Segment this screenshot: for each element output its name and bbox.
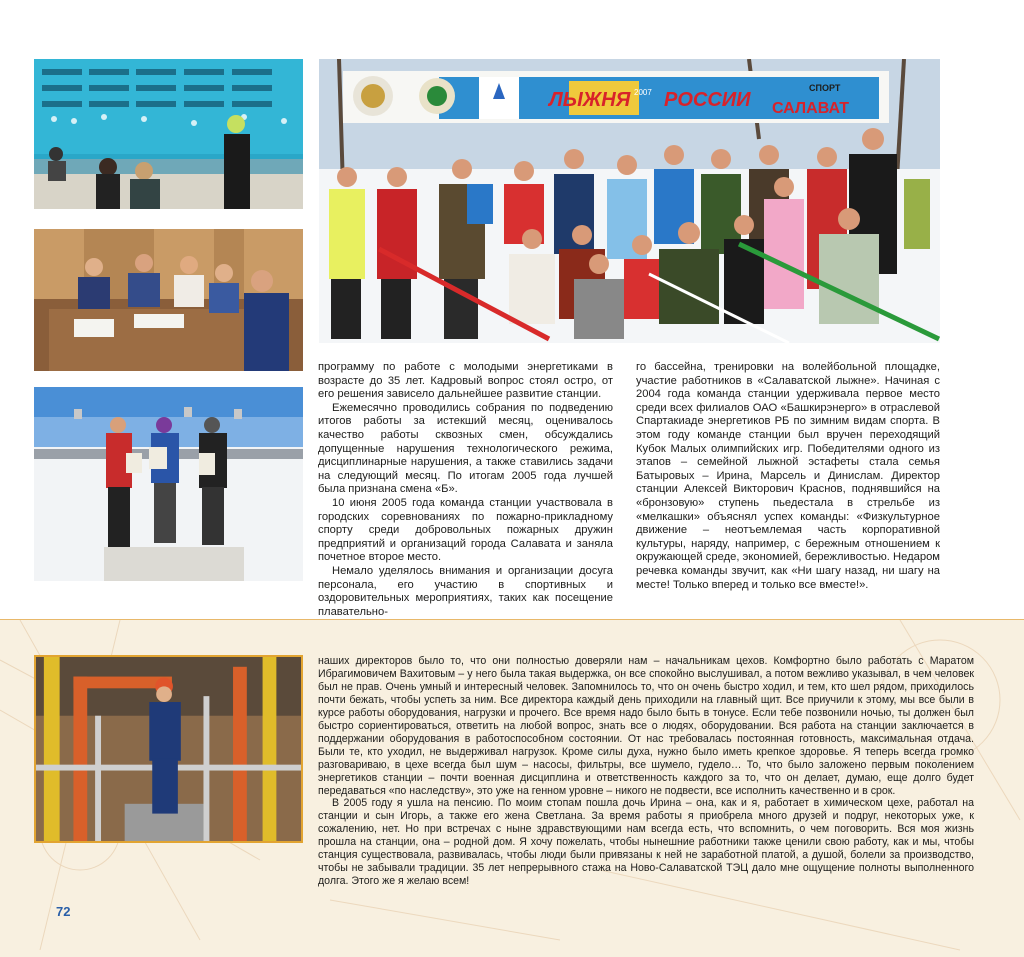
banner-year: 2007 xyxy=(634,88,652,97)
paragraph: Ежемесячно проводились собрания по подведению итогов работы за истекший месяц, оценивалось качество работы сквозных смен, обсуждались допущенные нарушения технологического режима, дисциплинарные нарушения, а также ставились задачи на следующий месяц. По итогам 2005 года лучшей была признана смена «Б». xyxy=(318,401,613,496)
worker-photo xyxy=(34,655,303,843)
banner-city: САЛАВАТ xyxy=(772,100,849,117)
paragraph: наших директоров было то, что они полностью доверяли нам – начальникам цехов. Комфортно было работать с Маратом Ибрагимовичем Вахитовым – у него была такая выдержка, он все спокойно выслушивал, а потом вежливо указывал, в чем человек был не прав. Очень умный и интересный человек. Запомнилось то, что он очень быстро ходил, и тем, кто шел рядом, приходилось почти бежать, чтобы успеть за ним. Все директора каждый день приходили на главный щит. Все приучили к этому, мы все были в курсе работы оборудования, нагрузки и прочего. Все время надо было быть в тонусе. Если тебе позвонили ночью, ты должен был быстро сориентироваться, ответить на любой вопрос, знать все о людях, оборудовании. Вся работа на станции заключается в поддержании оборудования в работоспособном состоянии. От нас требовалась постоянная готовность, максимальная отдача. Были те, кто уходил, не выдерживал нагрузок. Кроме силы духа, нужно было иметь крепкое здоровье. Я теперь всегда громко разговариваю, в цехе всегда был шум – насосы, фильтры, все шумело, гудело… То, что было заложено первым поколением энергетиков станции – почти военная дисциплина и ответственность каждого за то, что он делает, думаю, еще долго будет передаваться «по наследству», это уже на генном уровне – никого не подвести, все исполнить качественно и в срок. xyxy=(318,655,974,797)
bottom-text-block xyxy=(318,655,974,888)
paragraph: Немало уделялось внимания и организации досуга персонала, его участию в спортивных и оздоровительных мероприятиях, таких как посещение плавательно- xyxy=(318,564,613,618)
banner-title-1: ЛЫЖНЯ xyxy=(549,89,631,111)
text-column-2 xyxy=(636,361,940,592)
ski-team-photo xyxy=(319,59,940,343)
banner-title-2: РОССИИ xyxy=(664,89,751,111)
paragraph: 10 июня 2005 года команда станции участвовала в городских соревнованиях по пожарно-прикладному спорту среди добровольных пожарных дружин предприятий и организаций города Салавата и заняла почетное второе место. xyxy=(318,496,613,564)
paragraph: программу по работе с молодыми энергетиками в возрасте до 35 лет. Кадровый вопрос стоял остро, от его решения зависело дальнейшее развитие станции. xyxy=(318,361,613,401)
text-column-1 xyxy=(318,361,613,619)
paragraph: го бассейна, тренировки на волейбольной площадке, участие работников в «Салаватской лыжне». Начиная с 2004 года команда станции удерживала первое место среди всех филиалов ОАО «Башкирэнерго» в отраслевой Спартакиаде энергетиков РБ по зимним видам спорта. В этом году команде станции был вручен переходящий Кубок Малых олимпийских игр. Победителями одного из этапов – семейной лыжной эстафеты стала семья Батыровых – Ирина, Марсель и Динислам. Директор станции Алексей Викторович Краснов, поднявшийся на «бронзовую» ступень пьедестала в стрельбе из «мелкашки» объяснял успех команды: «Физкультурное движение – неотъемлемая часть корпоративной культуры, наряду, например, с бережным отношением к окружающей среде, экономией, бережливостью. Недаром речевка команды звучит, как «Ни шагу назад, ни шагу на месте! Только вперед и только все вместе!». xyxy=(636,361,940,591)
meeting-photo xyxy=(34,229,303,371)
paragraph: В 2005 году я ушла на пенсию. По моим стопам пошла дочь Ирина – она, как и я, работает в химическом цехе, работал на станции и сын Игорь, а также его жена Светлана. За время работы я приобрела много друзей и подруг, некоторых уже, к сожалению, нет. Но при встречах с ныне здравствующими нам всегда есть, что вспомнить, о чем поговорить. Вся моя жизнь прошла на станции, она – родной дом. Я хочу пожелать, чтобы нынешние работники также ценили свою работу, как и мы, чтобы станция существовала, развивалась, чтобы люди были привязаны к ней не заработной платой, а душой, болели за производство, чтобы не забывали традиции. 35 лет непрерывного стажа на Ново-Салаватской ТЭЦ дало мне ощущение полноты выполненного долга. Этого же я желаю всем! xyxy=(318,797,974,888)
winners-photo xyxy=(34,387,303,581)
banner-sponsor: СПОРТ xyxy=(809,83,841,93)
control-room-photo xyxy=(34,59,303,209)
page-number: 72 xyxy=(56,904,71,919)
